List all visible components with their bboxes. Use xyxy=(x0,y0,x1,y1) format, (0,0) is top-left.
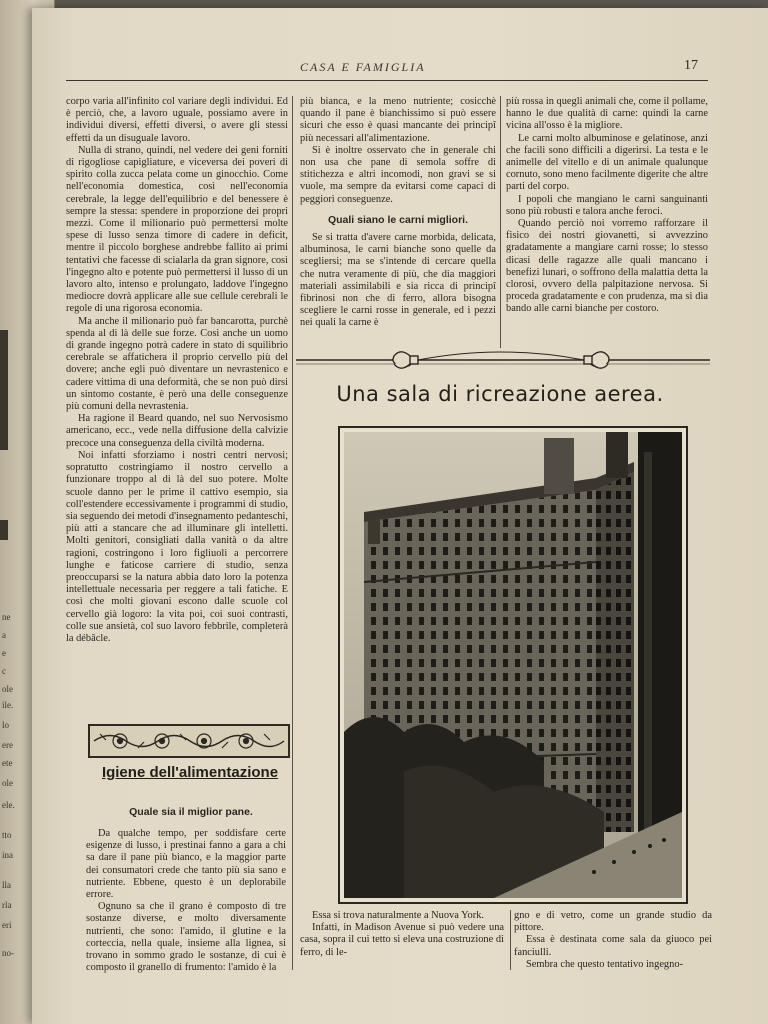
page-edge-shadow xyxy=(0,520,8,540)
column-2 xyxy=(300,96,496,330)
adjacent-page-text-fragment: eri xyxy=(2,920,12,930)
caption-paragraph: gno e di vetro, come un grande studio da pittore. xyxy=(514,910,712,934)
adjacent-page-text-fragment: ne xyxy=(2,612,11,622)
caption-paragraph: Essa è destinata come sala da giuoco pei fanciulli. xyxy=(514,934,712,958)
building-photograph xyxy=(338,426,688,904)
adjacent-page-text-fragment: ina xyxy=(2,850,13,860)
adjacent-page-text-fragment: c xyxy=(2,666,6,676)
page-edge-shadow xyxy=(0,330,8,450)
adjacent-page-text-fragment: lla xyxy=(2,880,11,890)
adjacent-page-text-fragment: ole xyxy=(2,778,13,788)
column-divider xyxy=(510,910,511,970)
floral-ornament-icon xyxy=(90,726,288,756)
decorative-ornament-band xyxy=(88,724,290,758)
adjacent-page-text-fragment: ele. xyxy=(2,800,15,810)
article-title: Una sala di ricreazione aerea. xyxy=(336,382,664,406)
column-3 xyxy=(506,96,708,316)
paragraph: Quando perciò noi vorremo rafforzare il fisico dei nostri giovanetti, si avvezzino gradatamente a mangiare carni rosse; lo stesso dicasi delle ragazze alle quali mancano i benefizi lunari, o soffrono della malattia detta la clorosi, ovvero della palpitazione nervosa. Si proceda gradatamente e con prudenza, ma si dia bando alle carni bianche per costoro. xyxy=(506,218,708,315)
paragraph: Se si tratta d'avere carne morbida, delicata, albuminosa, le carni bianche sono quelle da scegliersi; ma se s'intende di cercare quella che nutra veramente di più, che dia maggiori materiali assimilabili e sia ricca di principî fibrinosi non che di ferro, allora bisogna scegliere le carni rosse in generale, ed i pezzi nei quali la carne è xyxy=(300,232,496,329)
adjacent-page-text-fragment: a xyxy=(2,630,6,640)
caption-left xyxy=(300,910,504,959)
ribbon-divider-icon xyxy=(296,342,710,378)
paragraph: Si è inoltre osservato che in generale chi non usa che pane di semola soffre di stitichezza e altri incomodi, non gravi se si vuole, ma sempre da evitarsi come capaci di peggiori conseguenze. xyxy=(300,144,496,205)
section-title: Igiene dell'alimentazione xyxy=(101,764,279,781)
column-1 xyxy=(66,96,288,645)
skyscraper-photo-icon xyxy=(344,432,682,898)
paragraph: Da qualche tempo, per soddisfare certe esigenze di lusso, i prestinai fanno a gara a chi sa dare il pane più bianco, e la maggior parte dei consumatori crede che tanto più sia sano e nutriente. Ebbene, questo è un deplorabile errore. xyxy=(86,828,286,901)
paragraph: più bianca, e la meno nutriente; cosicchè quando il pane è bianchissimo si può essere sicuri che esso è quasi mancante dei principî più necessari all'alimentazione. xyxy=(300,96,496,144)
caption-paragraph: Essa si trova naturalmente a Nuova York. xyxy=(312,910,484,921)
adjacent-page-text-fragment: rla xyxy=(2,900,12,910)
paragraph: più rossa in quegli animali che, come il pollame, hanno le due qualità di carne: quindi la carne vicina all'osso è la migliore. xyxy=(506,96,708,132)
column-1-continued xyxy=(86,828,286,974)
paragraph: I popoli che mangiano le carni sanguinanti sono più robusti e talora anche feroci. xyxy=(506,193,708,217)
running-title: CASA E FAMIGLIA xyxy=(300,60,426,74)
adjacent-page-text-fragment: e xyxy=(2,648,6,658)
adjacent-page-text-fragment: no- xyxy=(2,948,14,958)
paragraph: Le carni molto albuminose e gelatinose, anzi che facili sono difficili a digerirsi. La testa e le animelle del vitello e di un animale qualunque cornuto, sono meno facilmente digerite che altre parti del corpo. xyxy=(506,132,708,193)
header-rule xyxy=(66,80,708,81)
adjacent-page-text-fragment: lo xyxy=(2,720,10,730)
caption-right xyxy=(514,910,712,971)
section-subtitle: Quale sia il miglior pane. xyxy=(129,806,253,818)
column-divider xyxy=(292,96,293,970)
paragraph: corpo varia all'infinito col variare degli individui. Ed è perciò, che, a lavoro uguale, possiamo avere in individui diversi, effetti diversi, o avere gli stessi effetti da un disuguale lavoro. xyxy=(66,96,288,144)
caption-paragraph: Infatti, in Madison Avenue si può vedere una casa, sopra il cui tetto si eleva una costruzione di ferro, di le- xyxy=(300,922,504,958)
adjacent-page-text-fragment: tto xyxy=(2,830,12,840)
paragraph: Ognuno sa che il grano è composto di tre sostanze diverse, e molto diversamente nutrienti, che sono: l'amido, il glutine e la corteccia, nella quale, insieme alla lignea, si trovano in sommo grado le sostanze, di cui è composto il granello di frumento: l'amido è la xyxy=(86,901,286,974)
adjacent-page-text-fragment: ole xyxy=(2,684,13,694)
subheading: Quali siano le carni migliori. xyxy=(327,213,469,226)
paragraph: Ha ragione il Beard quando, nel suo Nervosismo americano, ecc., vede nella diffusione della calvizie precoce una conseguenza della civiltà moderna. xyxy=(66,413,288,449)
paragraph: Noi infatti sforziamo i nostri centri nervosi; sopratutto costringiamo il nostro cervello a funzionare troppo al di là del suo potere. Molte scuole danno per le prime il cattivo esempio, sia coll'estendere eccessivamente i programmi di studio, sia seguendo dei metodi d'insegnamento pedanteschi, più atti a stancare che ad illuminare gli intelletti. Molti genitori, consigliati dalla vanità o da altre ragioni, costringono i loro figliuoli a percorrere lunghe e faticose carriere di studio, senza preoccuparsi se la natura abbia dato loro la potenza intellettuale necessaria per reggere a tali fatiche. E così che molti giovani escono dalle scuole col cervello già logoro: la vita poi, coi suoi contrasti, colle sue ansietà, col suo lavoro febbrile, completerà la débâcle. xyxy=(66,449,288,644)
adjacent-page-text-fragment: ile. xyxy=(2,700,14,710)
caption-paragraph: Sembra che questo tentativo ingegno- xyxy=(526,958,683,970)
adjacent-page-text-fragment: ete xyxy=(2,758,13,768)
page-number: 17 xyxy=(684,58,698,73)
paragraph: Nulla di strano, quindi, nel vedere dei geni forniti di rigogliose capigliature, e viceversa dei poveri di spirito colla zucca pelata come un ginocchio. Come nell'economia domestica, così nell'economia cerebrale, la legge dell'equilibrio e del benessere è sempre la stessa: spendere in proporzione dei propri mezzi. Come il milionario può permettersi molte spese di lusso senza timore di cadere in deficit, mentre il piccolo borghese andrebbe fallito ai primi tentativi che facesse di scialarla da gran signore, così l'ingegno alto e potente può permettersi il lusso di un lavoro alto, intenso e prolungato, laddove l'ingegno mediocre dovrà applicare alle sue cellule cerebrali le regole di una rigorosa economia. xyxy=(66,144,288,315)
column-divider xyxy=(500,96,501,348)
paragraph: Ma anche il milionario può far bancarotta, purchè spenda al di là delle sue forze. Così anche un uomo di grande ingegno potrà cadere in stato di squilibrio cerebrale se affatichera il proprio cervello più del dovere; anche egli può diventare un nevrastenico e cadere vittima di una deformità, che se non può dirsi un sintomo costante, è però una delle conseguenze più comuni della nevrastenia. xyxy=(66,315,288,413)
adjacent-page-text-fragment: ere xyxy=(2,740,13,750)
